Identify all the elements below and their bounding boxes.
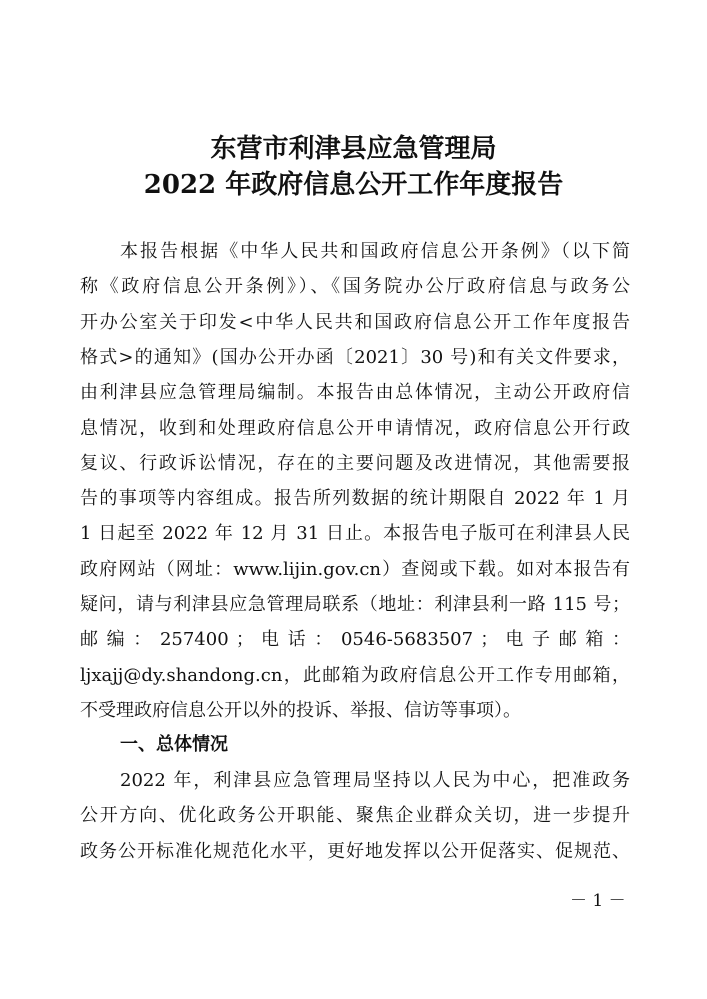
text-line: 不受理政府信息公开以外的投诉、举报、信访等事项）。 bbox=[80, 699, 521, 721]
text-line: 开办公室关于印发<中华人民共和国政府信息公开工作年度报告 bbox=[80, 311, 630, 333]
text-line: 格式>的通知》(国办公开办函〔2021〕30 号)和有关文件要求， bbox=[80, 346, 630, 368]
text-line: 告的事项等内容组成。报告所列数据的统计期限自 2022 年 1 月 bbox=[80, 488, 630, 510]
text-line: 复议、行政诉讼情况，存在的主要问题及改进情况，其他需要报 bbox=[80, 452, 630, 474]
document-title-line-2: 2022 年政府信息公开工作年度报告 bbox=[143, 170, 564, 200]
text-line: 称《政府信息公开条例》）、《国务院办公厅政府信息与政务公 bbox=[80, 276, 630, 298]
text-line: 疑问，请与利津县应急管理局联系（地址：利津县利一路 115 号； bbox=[80, 594, 631, 615]
text-line: 邮 编 ： 257400 ； 电 话 ： 0546-5683507 ； 电 子 邮 箱 ： bbox=[80, 629, 630, 651]
text-line: 由利津县应急管理局编制。本报告由总体情况，主动公开政府信 bbox=[80, 382, 630, 404]
section-heading: 一、总体情况 bbox=[120, 734, 228, 755]
text-line: 公开方向、优化政务公开职能、聚焦企业群众关切，进一步提升 bbox=[80, 805, 630, 827]
text-line: 政务公开标准化规范化水平，更好地发挥以公开促落实、促规范、 bbox=[80, 840, 630, 862]
text-line: 2022 年，利津县应急管理局坚持以人民为中心，把准政务 bbox=[120, 770, 630, 791]
text-line: 本报告根据《中华人民共和国政府信息公开条例》（以下简 bbox=[120, 241, 630, 262]
text-line: 息情况，收到和处理政府信息公开申请情况，政府信息公开行政 bbox=[80, 417, 630, 439]
text-line: 1 日起至 2022 年 12 月 31 日止。本报告电子版可在利津县人民 bbox=[80, 523, 630, 545]
page-number: － 1 － bbox=[570, 891, 626, 911]
text-line: 政府网站（网址：www.lijin.gov.cn）查阅或下载。如对本报告有 bbox=[80, 558, 630, 580]
text-line: ljxajj@dy.shandong.cn，此邮箱为政府信息公开工作专用邮箱， bbox=[80, 664, 630, 686]
document-title-line-1: 东营市利津县应急管理局 bbox=[210, 134, 497, 164]
